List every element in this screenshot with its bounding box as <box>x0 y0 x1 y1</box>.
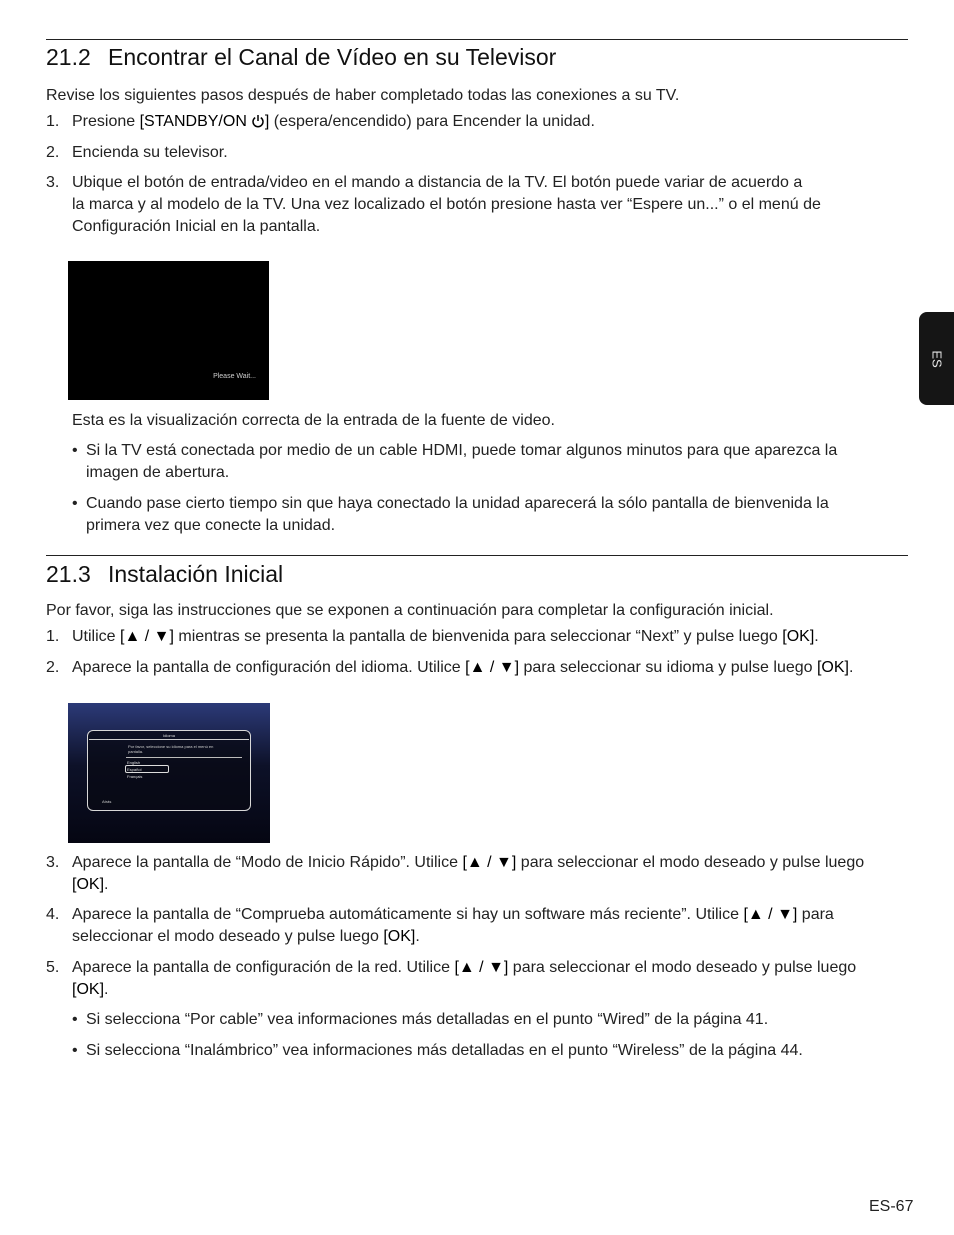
section-rule <box>46 555 908 556</box>
section-heading-21-2 <box>46 44 556 71</box>
side-tab-label: ES <box>929 349 944 368</box>
power-icon <box>251 114 265 128</box>
language-dialog <box>87 730 251 811</box>
back-option[interactable]: Atrás <box>102 799 112 804</box>
page-number: ES-67 <box>869 1198 914 1215</box>
dialog-prompt: Por favor, seleccione su idioma para el menú en pantalla. <box>128 744 214 754</box>
dialog-title: Idioma <box>162 733 175 738</box>
language-setup-screen <box>68 703 270 843</box>
section-heading-21-3: 21.3 Instalación Inicial <box>46 561 284 587</box>
standby-key: [STANDBY/ON <box>139 113 247 130</box>
screen-caption: Esta es la visualización correcta de la entrada de la fuente de video. <box>72 412 555 429</box>
tv-screen-please-wait <box>68 261 269 400</box>
section-intro-21-3: Por favor, siga las instrucciones que se exponen a continuación para completar la configuración inicial. <box>46 602 774 619</box>
language-side-tab <box>919 312 954 405</box>
section-number: 21.2 <box>46 44 91 70</box>
option-espanol[interactable]: Español <box>127 767 142 772</box>
section-title: Encontrar el Canal de Vídeo en su Televisor <box>108 44 557 70</box>
please-wait-text: Please Wait... <box>213 373 256 380</box>
top-rule <box>46 39 908 40</box>
option-english[interactable]: English <box>127 760 141 765</box>
section-intro: Revise los siguientes pasos después de haber completado todas las conexiones a su TV. <box>46 87 680 104</box>
option-francais[interactable]: Français <box>127 774 143 779</box>
